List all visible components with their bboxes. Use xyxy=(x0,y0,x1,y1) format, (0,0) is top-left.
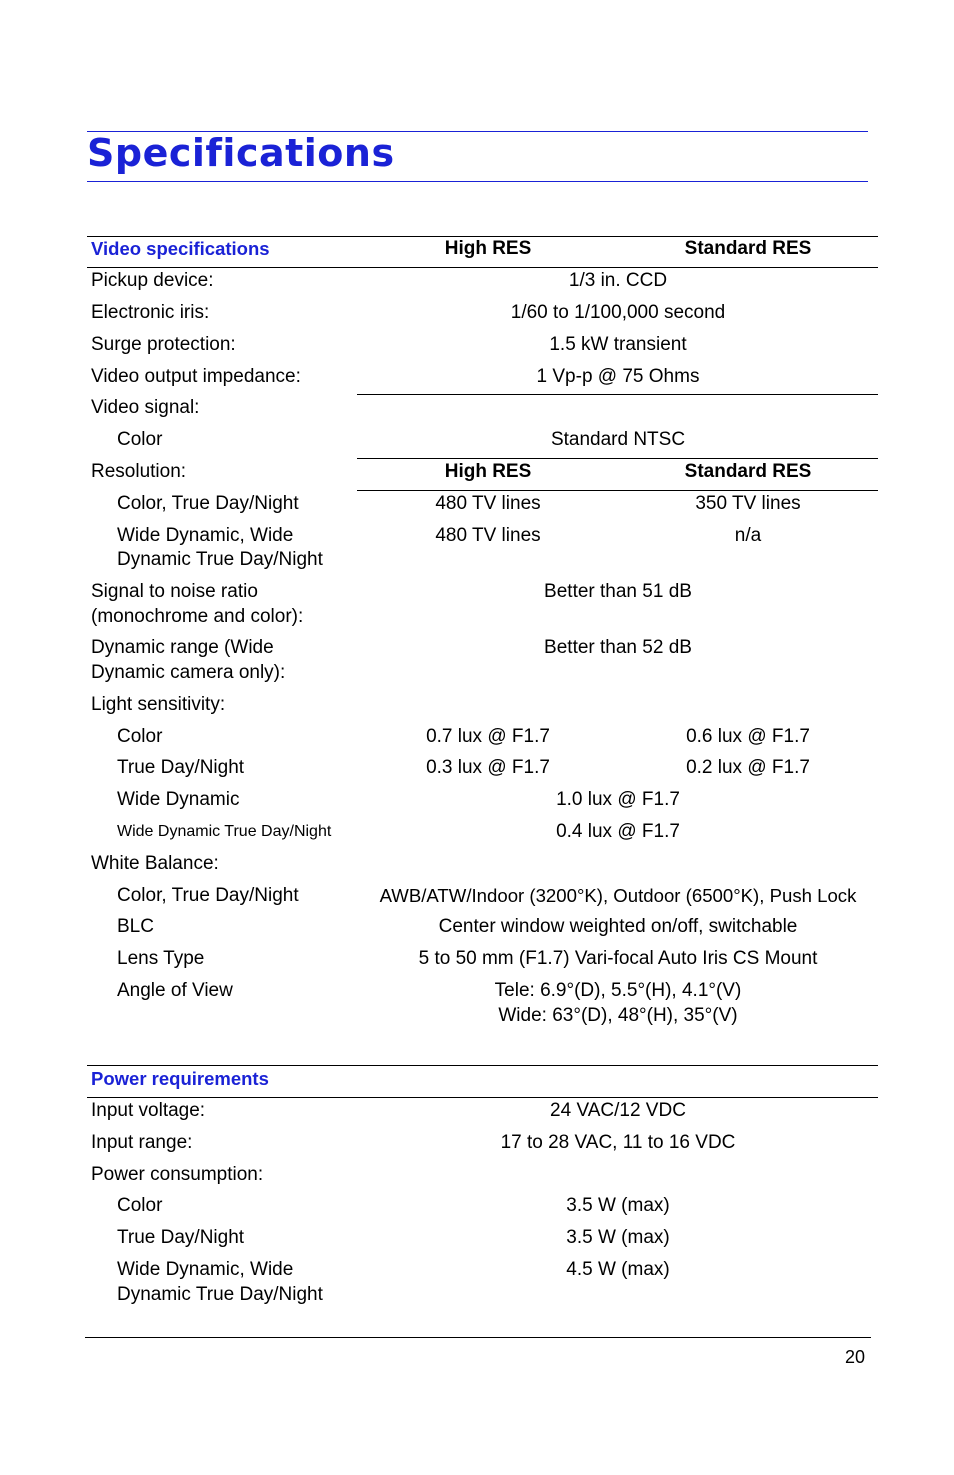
spec-label-white-balance: White Balance: xyxy=(91,853,219,874)
spec-label-light-wide-dynamic-tdn: Wide Dynamic True Day/Night xyxy=(117,823,332,840)
spec-label-power-true-day-night: True Day/Night xyxy=(117,1227,245,1248)
spec-value-light-wide-dynamic-tdn: 0.4 lux @ F1.7 xyxy=(556,821,680,842)
spec-label-video-signal-color: Color xyxy=(117,429,163,450)
spec-label-input-range: Input range: xyxy=(91,1132,193,1153)
spec-value-light-wide-dynamic: 1.0 lux @ F1.7 xyxy=(556,789,680,810)
spec-value-input-voltage: 24 VAC/12 VDC xyxy=(550,1100,686,1121)
spec-label-video-signal: Video signal: xyxy=(91,397,200,418)
spec-label-light-sensitivity: Light sensitivity: xyxy=(91,694,226,715)
spec-value-light-true-day-night-high: 0.3 lux @ F1.7 xyxy=(426,757,550,778)
spec-label-resolution-wide-1: Wide Dynamic, Wide xyxy=(117,525,294,546)
spec-value-video-output-impedance: 1 Vp-p @ 75 Ohms xyxy=(536,366,700,387)
spec-value-resolution-color-high: 480 TV lines xyxy=(435,493,541,514)
spec-value-resolution-wide-high: 480 TV lines xyxy=(435,525,541,546)
spec-value-light-color-high: 0.7 lux @ F1.7 xyxy=(426,726,550,747)
page-title: Specifications xyxy=(87,131,395,175)
spec-label-power-consumption: Power consumption: xyxy=(91,1164,264,1185)
spec-value-power-color: 3.5 W (max) xyxy=(566,1195,670,1216)
spec-label-light-color: Color xyxy=(117,726,163,747)
page-number: 20 xyxy=(844,1347,865,1367)
spec-value-blc: Center window weighted on/off, switchable xyxy=(438,916,798,937)
spec-value-snr: Better than 51 dB xyxy=(544,581,692,602)
spec-value-resolution-color-standard: 350 TV lines xyxy=(695,493,801,514)
title-rule-bottom xyxy=(87,181,868,182)
spec-label-input-voltage: Input voltage: xyxy=(91,1100,206,1121)
spec-label-resolution-wide-2: Dynamic True Day/Night xyxy=(117,549,323,570)
column-header-standard-res: Standard RES xyxy=(684,238,812,259)
spec-value-angle-of-view-tele: Tele: 6.9°(D), 5.5°(H), 4.1°(V) xyxy=(494,980,742,1001)
spec-value-input-range: 17 to 28 VAC, 11 to 16 VDC xyxy=(500,1132,736,1153)
resolution-header-standard-res: Standard RES xyxy=(684,461,812,482)
spec-value-light-color-standard: 0.6 lux @ F1.7 xyxy=(686,726,810,747)
spec-label-power-color: Color xyxy=(117,1195,163,1216)
spec-value-electronic-iris: 1/60 to 1/100,000 second xyxy=(510,302,726,323)
spec-label-light-wide-dynamic: Wide Dynamic xyxy=(117,789,240,810)
spec-label-snr-1: Signal to noise ratio xyxy=(91,581,258,602)
spec-value-white-balance-color: AWB/ATW/Indoor (3200°K), Outdoor (6500°K), Push Lock xyxy=(379,885,857,906)
spec-label-surge-protection: Surge protection: xyxy=(91,334,236,355)
video-section-heading: Video specifications xyxy=(91,238,270,259)
spec-label-electronic-iris: Electronic iris: xyxy=(91,302,210,323)
spec-label-resolution: Resolution: xyxy=(91,461,187,482)
spec-label-snr-2: (monochrome and color): xyxy=(91,606,304,627)
spec-value-angle-of-view-wide: Wide: 63°(D), 48°(H), 35°(V) xyxy=(498,1005,738,1026)
spec-value-surge-protection: 1.5 kW transient xyxy=(549,334,687,355)
spec-value-light-true-day-night-standard: 0.2 lux @ F1.7 xyxy=(686,757,810,778)
spec-value-power-true-day-night: 3.5 W (max) xyxy=(566,1227,670,1248)
power-section-heading: Power requirements xyxy=(91,1068,269,1089)
rule-after-impedance xyxy=(357,394,878,395)
spec-label-power-wide-1: Wide Dynamic, Wide xyxy=(117,1259,294,1280)
footer-rule xyxy=(85,1337,871,1338)
spec-value-video-signal-color: Standard NTSC xyxy=(550,429,686,450)
spec-label-power-wide-2: Dynamic True Day/Night xyxy=(117,1284,323,1305)
spec-label-dynamic-range-1: Dynamic range (Wide xyxy=(91,637,274,658)
spec-value-power-wide: 4.5 W (max) xyxy=(566,1259,670,1280)
spec-label-resolution-color: Color, True Day/Night xyxy=(117,493,299,514)
spec-label-dynamic-range-2: Dynamic camera only): xyxy=(91,662,286,683)
spec-value-lens-type: 5 to 50 mm (F1.7) Vari-focal Auto Iris CS Mount xyxy=(418,948,818,969)
spec-value-pickup-device: 1/3 in. CCD xyxy=(568,270,668,291)
spec-label-light-true-day-night: True Day/Night xyxy=(117,757,245,778)
spec-label-white-balance-color: Color, True Day/Night xyxy=(117,885,299,906)
spec-label-angle-of-view: Angle of View xyxy=(117,980,233,1001)
spec-label-pickup-device: Pickup device: xyxy=(91,270,214,291)
spec-label-video-output-impedance: Video output impedance: xyxy=(91,366,301,387)
spec-value-dynamic-range: Better than 52 dB xyxy=(544,637,692,658)
spec-label-lens-type: Lens Type xyxy=(117,948,205,969)
spec-label-blc: BLC xyxy=(117,916,154,937)
resolution-header-high-res: High RES xyxy=(444,461,532,482)
column-header-high-res: High RES xyxy=(444,238,532,259)
spec-value-resolution-wide-standard: n/a xyxy=(734,525,762,546)
